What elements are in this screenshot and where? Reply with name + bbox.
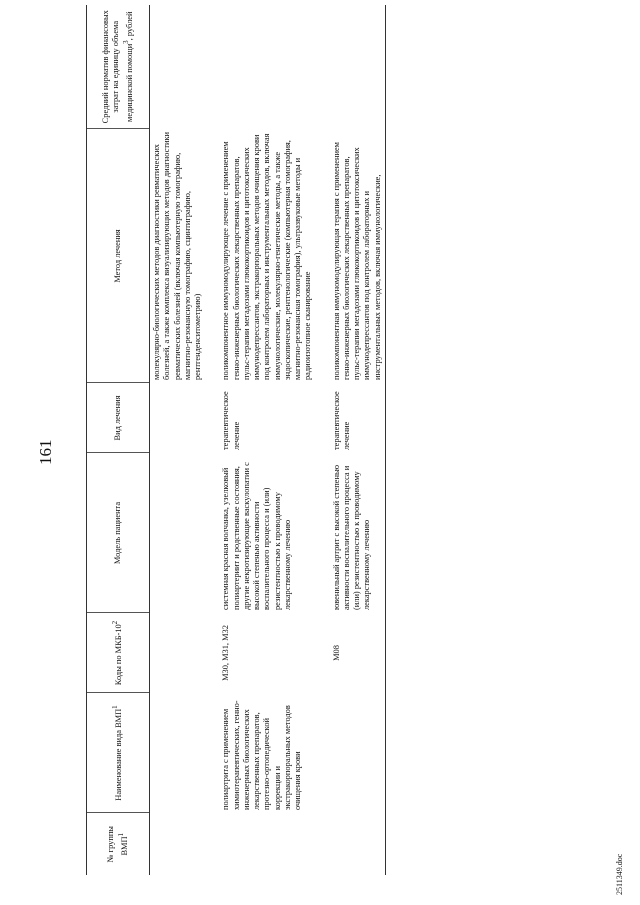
cell-codes: M08 <box>330 613 386 693</box>
table-header-row <box>87 5 150 875</box>
table-row <box>150 5 206 875</box>
cell-name <box>330 693 386 813</box>
row-spacer <box>316 5 330 875</box>
cell-name <box>150 693 206 813</box>
header-method: Метод лечения <box>87 129 150 383</box>
cell-model <box>150 453 206 613</box>
header-cost: Средний норматив финансовых затрат на единицу объема медицинской помощи$^3$, рублей <box>87 5 150 129</box>
cell-name: полиартрита с применением химиотерапевтических, генно-инженерных биологических лекарственных препаратов, протезно-ортопедической коррекции и экстракорпоральных методов очищения крови <box>221 700 302 810</box>
cell-codes <box>150 613 206 693</box>
cell-cost <box>150 5 206 129</box>
cell-method: поликомпонентная иммуномодулирующая терапия с применением генно-инженерных биологических лекарственных препаратов, пульс-терапии мегадозами глюкокортикоидов и цитотоксических иммунодепрессантов под контролем лабораторных и инструментальных методов, включая иммунологические, <box>330 129 386 383</box>
cell-group <box>219 813 315 875</box>
cell-method: поликомпонентное иммуномодулирующее лечение с применением генно-инженерных биологических лекарственных препаратов, пульс-терапии мегадозами глюкокортикоидов и цитотоксических иммунодепрессантов, экстракорпоральных методов очищения крови под контролем лабораторных и инструментальных методов, включая иммунологические, молекулярно-генетические методы, а также эндоскопические, рентгенологические (компьютерная томография, магнитно-резонансная томография), ультразвуковые методы и радиоизотопное сканирование <box>221 133 313 380</box>
cell-model: системная красная волчанка, узелковый полиартериит и родственные состояния, другие некротизирующие васкулопатии с высокой степенью активности воспалительного процесса и (или) резистентностью к проводимому лекарственному лечению <box>221 462 292 610</box>
table-row <box>219 5 315 875</box>
cell-treatment-type <box>150 383 206 453</box>
vmp-table <box>86 5 386 875</box>
cell-cost <box>330 5 386 129</box>
page-number: 161 <box>36 439 55 465</box>
header-treatment-type: Вид лечения <box>87 383 150 453</box>
document-id: 2511349.doc <box>615 853 624 895</box>
header-group: № группы ВМП$^1$ <box>87 813 150 875</box>
cell-model: ювенильный артрит с высокой степенью активности воспалительного процесса и (или) резистентностью к проводимому лекарственному лечению <box>330 453 386 613</box>
table-row <box>330 5 386 875</box>
cell-group <box>150 813 206 875</box>
cell-method: молекулярно-биологических методов диагностики ревматических болезней, а также комплекса визуализирующих методов диагностики ревматических болезней (включая компьютерную томографию, магнитно-резонансную томографию, сцинтиграфию, рентгенденситометрию) <box>152 131 202 380</box>
header-model: Модель пациента <box>87 453 150 613</box>
cell-treatment-type: терапевтическое лечение <box>221 391 241 450</box>
cell-treatment-type: терапевтическое лечение <box>330 383 386 453</box>
header-name: Наименование вида ВМП$^1$ <box>87 693 150 813</box>
row-spacer <box>205 5 219 875</box>
header-codes: Коды по МКБ-$10^2$ <box>87 613 150 693</box>
cell-group <box>330 813 386 875</box>
cell-codes: M30, M31, M32 <box>221 625 231 681</box>
cell-cost <box>219 5 315 129</box>
